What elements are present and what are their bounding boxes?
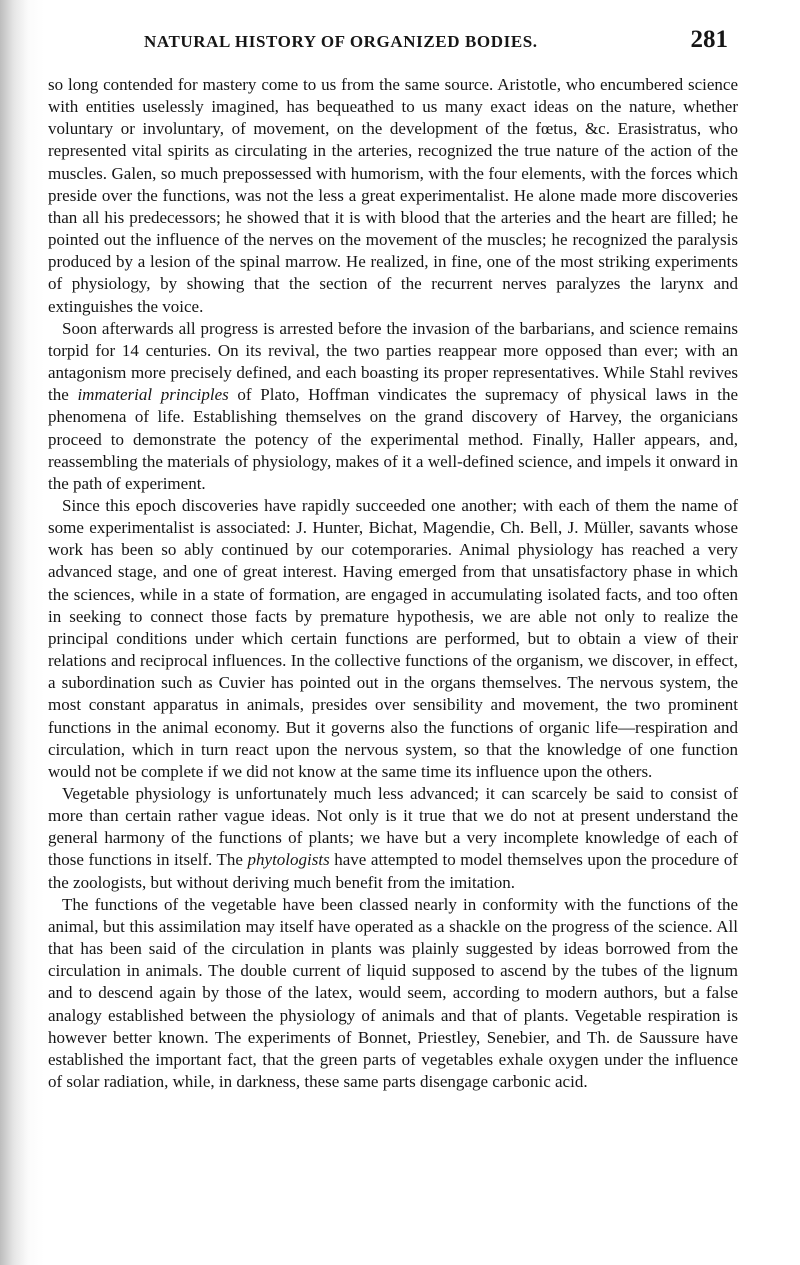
paragraph-text: Soon afterwards all progress is arrested before the invasion of the barbarians, and science remains torpid for 14 centuries. On its revival, the two parties reappear more opposed than ever; with an antagonism more precisely defined, and each boasting its proper representatives. While Stahl revives the — [48, 318, 738, 405]
paragraph-1 — [48, 74, 738, 318]
paragraph-text: Vegetable physiology is unfortunately much less advanced; it can scarcely be said to consist of more than certain rather vague ideas. Not only is it true that we do not at present understand the general harmony of the functions of plants; we have but a very incomplete knowledge of each of those functions in itself. The — [48, 784, 738, 870]
paragraph-5 — [48, 894, 738, 1093]
page-number: 281 — [690, 26, 728, 53]
paragraph-2 — [48, 318, 738, 495]
paragraph-text: The functions of the vegetable have been classed nearly in conformity with the functions of the animal, but this assimilation may itself have operated as a shackle on the progress of the science. All that has been said of the circulation in plants was plainly suggested by ideas borrowed from the circulation in animals. The double current of liquid supposed to ascend by the tubes of the lignum and to descend again by those of the latex, would seem, according to modern authors, but a false analogy established between the physiology of animals and that of plants. Vegetable respiration is however better known. The experiments of Bonnet, Priestley, Senebier, and Th. de Saussure have established the important fact, that the green parts of vegetables exhale oxygen under the influence of solar radiation, while, in darkness, these same parts disengage carbonic acid. — [48, 894, 738, 1092]
paragraph-text: so long contended for mastery come to us from the same source. Aristotle, who encumbered science with entities uselessly imagined, has bequeathed to us many exact ideas on the nature, whether voluntary or involuntary, of movement, on the development of the fœtus, &c. Erasistratus, who represented vital spirits as circulating in the arteries, recognized the true nature of the action of the muscles. Galen, so much prepossessed with humorism, with the four elements, with the forces which preside over the functions, was not the less a great experimentalist. He alone made more discoveries than all his predecessors; he showed that it is with blood that the arteries and the heart are filled; he pointed out the influence of the nerves on the movement of the muscles; he recognized the paralysis produced by a lesion of the spinal marrow. He realized, in fine, one of the most striking experiments of physiology, by showing that the section of the recurrent nerves paralyzes the larynx and extinguishes the voice. — [48, 75, 738, 316]
page-header — [104, 26, 728, 60]
italic-word: phytologists — [247, 850, 330, 870]
paragraph-text: of Plato, Hoffman vindicates the supremacy of physical laws in the phenomena of life. Establishing themselves on the grand discovery of Harvey, the organicians proceed to demonstrate the potency of the experimental method. Finally, Haller appears, and, reassembling the materials of physiology, makes of it a well-defined science, and impels it onward in the path of experiment. — [48, 385, 738, 493]
paragraph-text: Since this epoch discoveries have rapidly succeeded one another; with each of them the name of some experimentalist is associated: J. Hunter, Bichat, Magendie, Ch. Bell, J. Müller, savants whose work has been so ably continued by our cotemporaries. Animal physiology has reached a very advanced stage, and one of great interest. Having emerged from that unsatisfactory phase in which the sciences, while in a state of formation, are engaged in accumulating isolated facts, and too often in seeking to connect those facts by premature hypothesis, we are able not only to realize the principal conditions under which certain functions are performed, but to obtain a view of their relations and reciprocal influences. In the collective functions of the organism, we discover, in effect, a subordination such as Cuvier has pointed out in the organs themselves. The nervous system, the most constant apparatus in animals, presides over sensibility and movement, the two prominent functions in the animal economy. But it governs also the functions of organic life—respiration and circulation, which in turn react upon the nervous system, so that the knowledge of one function would not be complete if we did not know at the same time its influence upon the others. — [48, 495, 738, 781]
running-title: NATURAL HISTORY OF ORGANIZED BODIES. — [144, 32, 538, 51]
italic-phrase: immaterial principles — [77, 385, 229, 405]
body-text — [48, 74, 738, 1093]
paragraph-3 — [48, 495, 738, 783]
paragraph-4 — [48, 783, 738, 894]
paragraph-text: have attempted to model themselves upon the procedure of the zoologists, but without deriving much benefit from the imitation. — [48, 850, 738, 892]
